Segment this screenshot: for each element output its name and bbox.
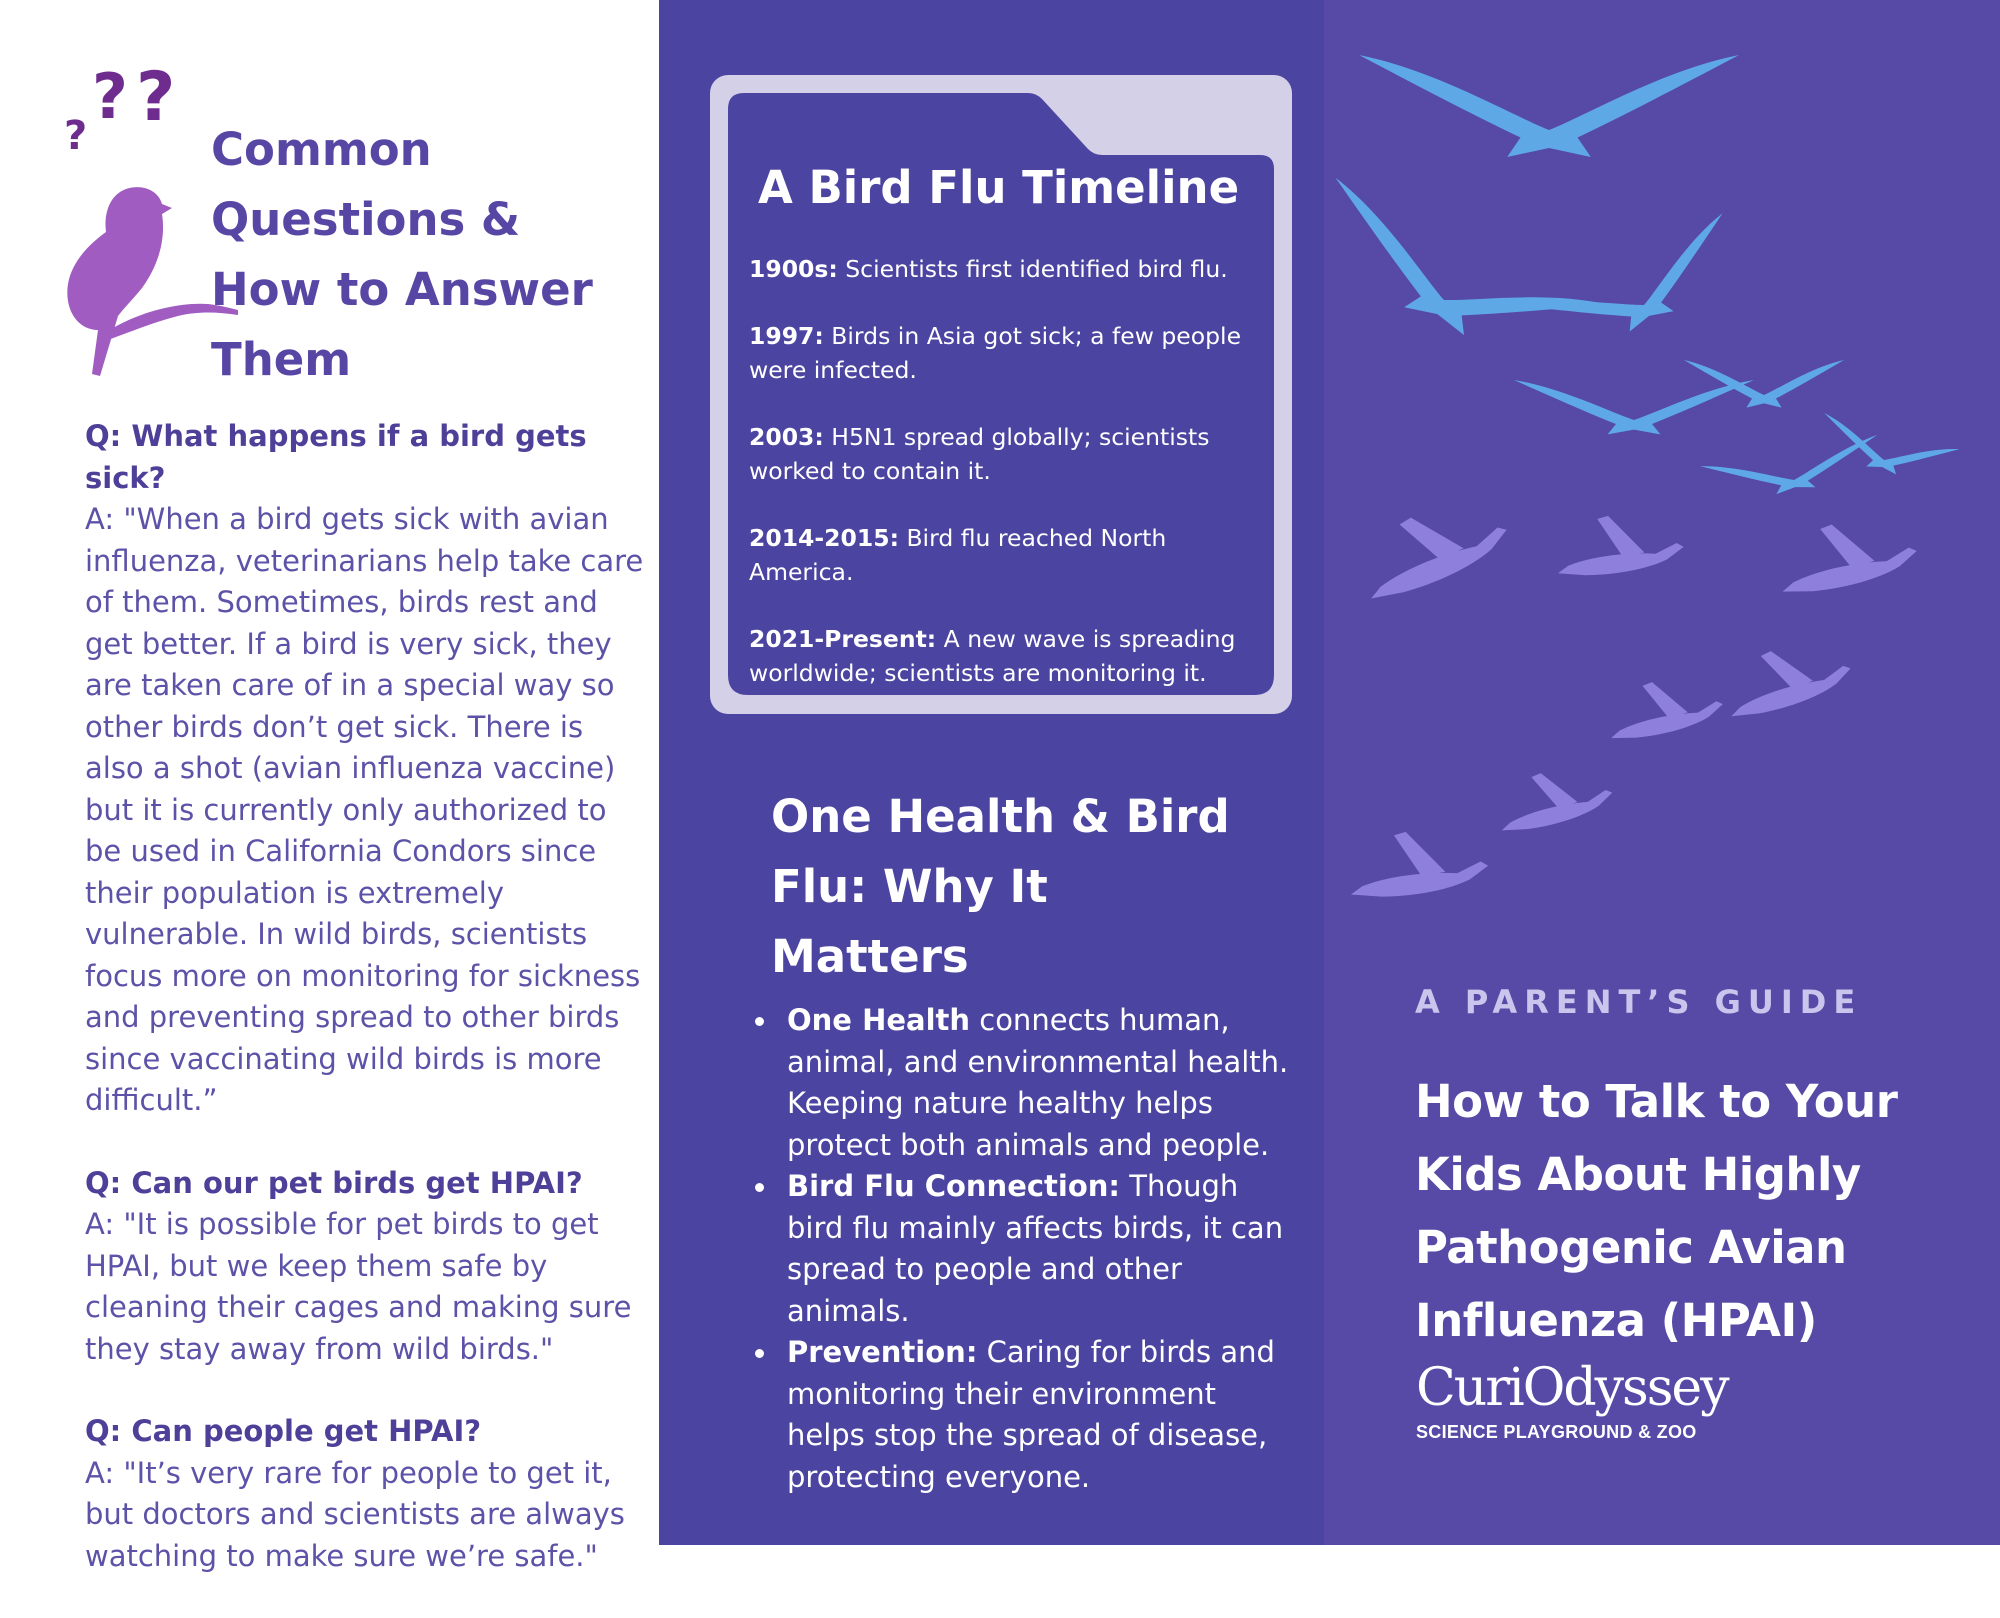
bullet-dot-icon — [755, 1349, 764, 1358]
answer-text: A: "It is possible for pet birds to get HPAI, but we keep them safe by cleaning their cages and making sure they stay away from wild birds." — [85, 1207, 632, 1366]
lavender-geese — [1346, 488, 1921, 900]
bullet-text: connects human, animal, and environmental health. Keeping nature healthy helps protect both animals and people. — [787, 1003, 1289, 1162]
guide-kicker: A PARENT’S GUIDE — [1415, 983, 1863, 1021]
bullet-dot-icon — [755, 1017, 764, 1026]
timeline-item — [749, 319, 1259, 387]
qa-list — [85, 416, 645, 1618]
question-text: Q: Can people get HPAI? — [85, 1414, 482, 1448]
timeline-item — [749, 622, 1259, 690]
bullet-text: Caring for birds and monitoring their environment helps stop the spread of disease, protecting everyone. — [787, 1335, 1275, 1494]
one-health-heading: One Health & Bird Flu: Why It Matters — [771, 790, 1230, 983]
qa-item — [85, 1411, 645, 1577]
timeline-year: 1997: — [749, 322, 824, 350]
logo-tagline: SCIENCE PLAYGROUND & ZOO — [1416, 1422, 1697, 1442]
timeline-heading: A Bird Flu Timeline — [758, 161, 1240, 214]
question-text: Q: Can our pet birds get HPAI? — [85, 1165, 583, 1200]
one-health-list — [749, 1000, 1289, 1498]
bullet-bold: One Health — [787, 1003, 971, 1037]
cover-panel — [1324, 0, 2000, 1545]
timeline-text: H5N1 spread globally; scientists worked to contain it. — [749, 423, 1210, 485]
question-marks-icon: ? ? ? — [64, 58, 176, 159]
bullet-item — [749, 1166, 1289, 1332]
timeline-text: Scientists first identified bird flu. — [837, 255, 1228, 283]
timeline-year: 2003: — [749, 423, 824, 451]
timeline-text: Birds in Asia got sick; a few people were infected. — [749, 322, 1242, 384]
timeline-text: Bird flu reached North America. — [749, 524, 1167, 586]
questions-heading: Common Questions & How to Answer Them — [211, 123, 593, 386]
questions-panel — [0, 0, 659, 1573]
timeline-panel — [659, 0, 1324, 1545]
timeline-item — [749, 420, 1259, 488]
timeline-item — [749, 252, 1259, 286]
bullet-item — [749, 1332, 1289, 1498]
bullet-item — [749, 1000, 1289, 1166]
timeline-text: A new wave is spreading worldwide; scientists are monitoring it. — [749, 625, 1236, 687]
question-text: Q: What happens if a bird gets sick? — [85, 419, 587, 495]
bullet-dot-icon — [755, 1183, 764, 1192]
bullet-bold: Bird Flu Connection: — [787, 1169, 1121, 1203]
curiodyssey-logo — [1416, 1358, 1728, 1443]
timeline-year: 2014-2015: — [749, 524, 899, 552]
qa-item — [85, 1163, 645, 1371]
timeline-list — [749, 252, 1259, 723]
cover-title: How to Talk to Your Kids About Highly Pathogenic Avian Influenza (HPAI) — [1415, 1075, 1898, 1347]
timeline-year: 2021-Present: — [749, 625, 937, 653]
bullet-text: Though bird flu mainly affects birds, it can spread to people and other animals. — [787, 1169, 1284, 1328]
answer-text: A: "It’s very rare for people to get it, but doctors and scientists are always watching to make sure we’re safe." — [85, 1455, 625, 1573]
bullet-bold: Prevention: — [787, 1335, 978, 1369]
timeline-year: 1900s: — [749, 255, 838, 283]
answer-text: A: "When a bird gets sick with avian influenza, veterinarians help take care of them. Sometimes, birds rest and get better. If a bird is very sick, they are taken care of in a special way so other birds don’t get sick. There is also a shot (avian influenza vaccine) but it is currently only authorized to be used in California Condors since their population is extremely vulnerable. In wild birds, scientists focus more on monitoring for sickness and preventing spread to other birds since vaccinating wild birds is more difficult.” — [85, 502, 644, 1117]
flying-birds-flock — [1324, 0, 2000, 960]
timeline-item — [749, 521, 1259, 589]
blue-birds — [1298, 55, 1959, 506]
qa-item — [85, 416, 645, 1122]
logo-wordmark: CuriOdyssey — [1416, 1358, 1728, 1418]
